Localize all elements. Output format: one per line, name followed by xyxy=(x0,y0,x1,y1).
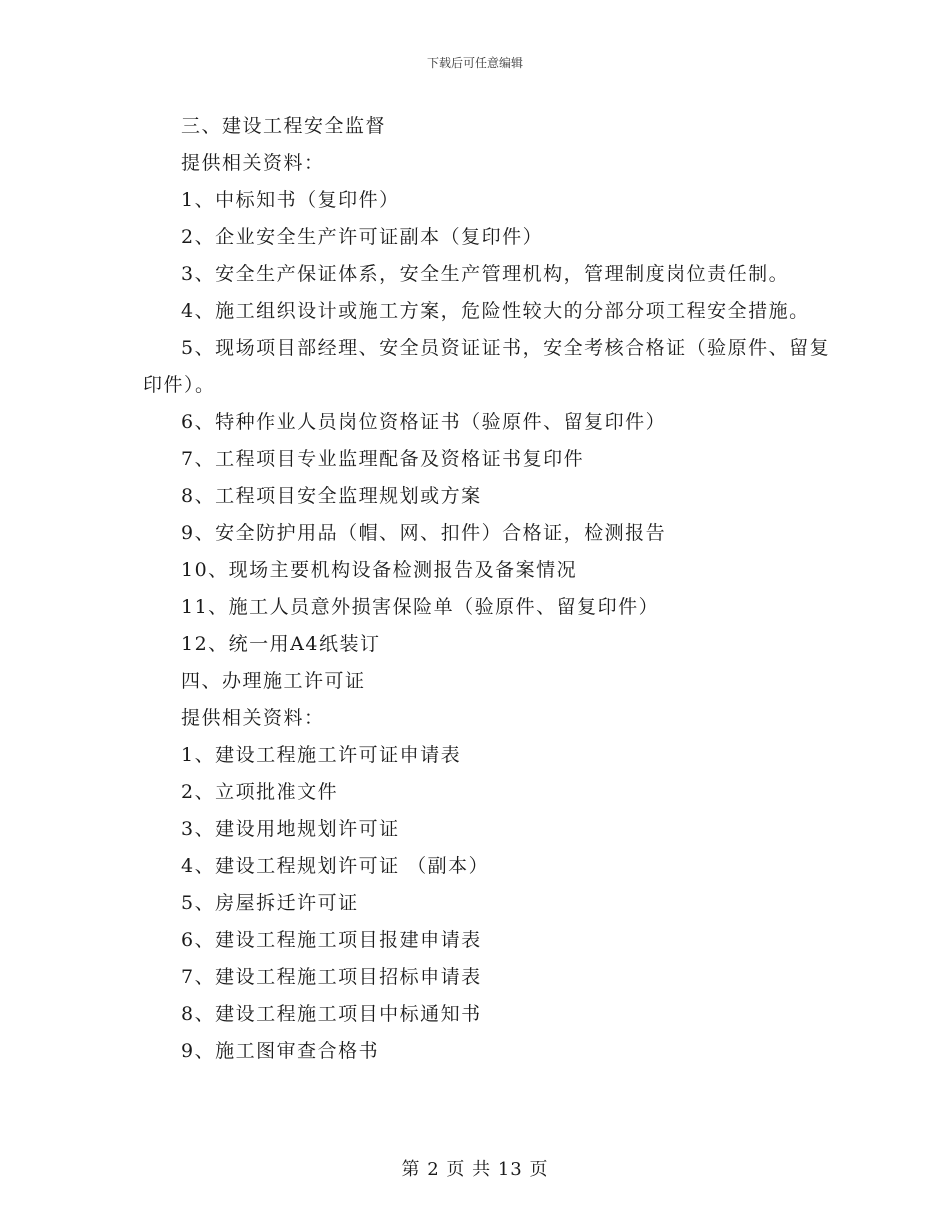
document-body xyxy=(143,108,833,1070)
list-item: 10、现场主要机构设备检测报告及备案情况 xyxy=(181,559,578,581)
section-heading: 三、建设工程安全监督 xyxy=(181,115,387,137)
paragraph: 提供相关资料： xyxy=(181,152,325,174)
list-item: 9、施工图审查合格书 xyxy=(181,1040,380,1062)
list-item: 5、现场项目部经理、安全员资证证书，安全考核合格证（验原件、留复印件）。 xyxy=(143,337,831,396)
list-item: 9、安全防护用品（帽、网、扣件）合格证，检测报告 xyxy=(181,522,667,544)
paragraph: 提供相关资料： xyxy=(181,707,325,729)
list-item: 7、建设工程施工项目招标申请表 xyxy=(181,966,482,988)
list-item: 12、统一用A4纸装订 xyxy=(181,633,381,655)
list-item: 7、工程项目专业监理配备及资格证书复印件 xyxy=(181,448,585,470)
list-item: 4、建设工程规划许可证 （副本） xyxy=(181,855,490,877)
list-item: 2、立项批准文件 xyxy=(181,781,339,803)
list-item: 3、建设用地规划许可证 xyxy=(181,818,400,840)
list-item: 6、特种作业人员岗位资格证书（验原件、留复印件） xyxy=(181,411,667,433)
list-item: 6、建设工程施工项目报建申请表 xyxy=(181,929,482,951)
list-item: 3、安全生产保证体系，安全生产管理机构，管理制度岗位责任制。 xyxy=(181,263,790,285)
list-item: 11、施工人员意外损害保险单（验原件、留复印件） xyxy=(181,596,660,618)
page-header: 下载后可任意编辑 xyxy=(426,56,523,70)
list-item: 4、施工组织设计或施工方案，危险性较大的分部分项工程安全措施。 xyxy=(181,300,810,322)
list-item: 2、企业安全生产许可证副本（复印件） xyxy=(181,226,544,248)
list-item: 5、房屋拆迁许可证 xyxy=(181,892,359,914)
list-item: 8、工程项目安全监理规划或方案 xyxy=(181,485,482,507)
list-item: 8、建设工程施工项目中标通知书 xyxy=(181,1003,482,1025)
list-item: 1、建设工程施工许可证申请表 xyxy=(181,744,462,766)
page-footer: 第 2 页 共 13 页 xyxy=(401,1159,549,1180)
section-heading: 四、办理施工许可证 xyxy=(181,670,366,692)
list-item: 1、中标知书（复印件） xyxy=(181,189,400,211)
